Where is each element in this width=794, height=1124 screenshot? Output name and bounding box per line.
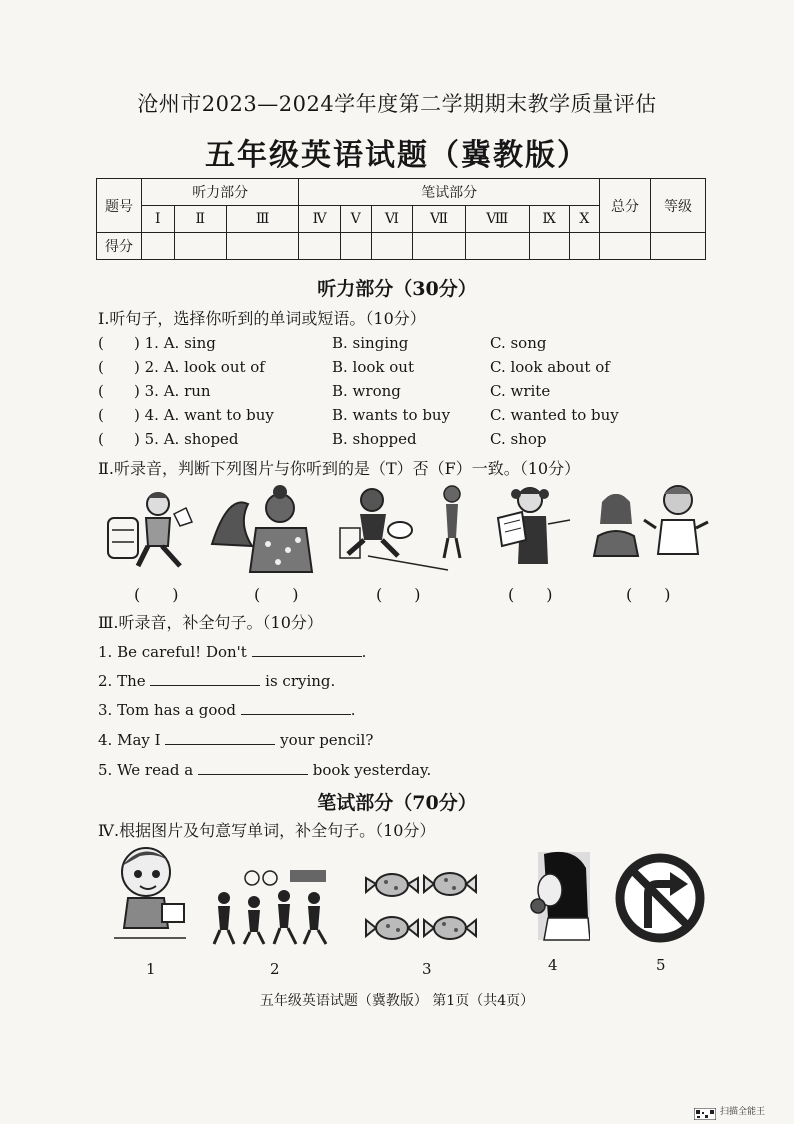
grandma-picture (208, 484, 318, 576)
q1-item (98, 382, 698, 404)
girl-eating-picture (518, 848, 590, 944)
grade-header: 等级 (651, 179, 706, 233)
q3-sentence: 3. Tom has a good . (98, 701, 356, 719)
option-a: ) 3. A. run (134, 382, 211, 400)
q2-heading: Ⅱ.听录音，判断下列图片与你听到的是（T）否（F）一致。（10分） (98, 459, 581, 478)
score-row-label: 得分 (97, 233, 142, 260)
option-b: B. wrong (332, 382, 401, 400)
q3-sentence: 2. The is crying. (98, 672, 336, 690)
fill-blank[interactable] (198, 760, 308, 775)
listening-group-header: 听力部分 (142, 179, 299, 206)
scanner-watermark: 扫描全能王 (720, 1107, 766, 1117)
q3-sentence: 5. We read a book yesterday. (98, 761, 432, 779)
score-cell[interactable] (413, 233, 466, 260)
boy-computer-picture (110, 842, 190, 946)
picture-number: 1 (146, 960, 156, 978)
q1-item (98, 358, 698, 380)
q3-sentence: 4. May I your pencil? (98, 731, 374, 749)
tf-answer-paren[interactable]: ( ) (376, 585, 421, 604)
tf-answer-paren[interactable]: ( ) (254, 585, 299, 604)
option-b: B. shopped (332, 430, 417, 448)
exam-title-line2: 五年级英语试题（冀教版） (205, 138, 589, 173)
kids-playing-picture (338, 484, 468, 576)
tf-answer-paren[interactable]: ( ) (134, 585, 179, 604)
question-number-label: 题号 (97, 179, 142, 233)
fill-blank[interactable] (165, 730, 275, 745)
score-cell[interactable] (569, 233, 599, 260)
answer-paren[interactable]: ( (98, 382, 104, 400)
page-footer: 五年级英语试题（冀教版） 第1页（共4页） (259, 993, 535, 1009)
exam-title-line1: 沧州市2023—2024学年度第二学期期末教学质量评估 (137, 92, 657, 116)
score-cell[interactable] (174, 233, 226, 260)
numeral-cell: Ⅱ (174, 206, 226, 233)
answer-paren[interactable]: ( (98, 334, 104, 352)
picture-number: 2 (270, 960, 280, 978)
option-c: C. song (490, 334, 547, 352)
answer-paren[interactable]: ( (98, 406, 104, 424)
numeral-cell: Ⅲ (226, 206, 298, 233)
picture-number: 3 (422, 960, 432, 978)
qr-code-icon (694, 1108, 716, 1120)
q1-item (98, 430, 698, 452)
fill-blank[interactable] (241, 700, 351, 715)
answer-paren[interactable]: ( (98, 430, 104, 448)
option-a: ) 5. A. shoped (134, 430, 239, 448)
numeral-cell: Ⅴ (340, 206, 371, 233)
score-cell[interactable] (529, 233, 569, 260)
option-b: B. wants to buy (332, 406, 451, 424)
option-a: ) 1. A. sing (134, 334, 216, 352)
fill-blank[interactable] (252, 642, 362, 657)
numeral-cell: Ⅸ (529, 206, 569, 233)
tf-answer-paren[interactable]: ( ) (508, 585, 553, 604)
numeral-cell: Ⅵ (371, 206, 413, 233)
q1-item (98, 334, 698, 356)
numeral-cell: Ⅷ (465, 206, 529, 233)
score-cell[interactable] (371, 233, 413, 260)
score-cell[interactable] (340, 233, 371, 260)
numeral-cell: Ⅶ (413, 206, 466, 233)
numeral-cell: Ⅳ (299, 206, 340, 233)
q1-heading: Ⅰ.听句子，选择你听到的单词或短语。（10分） (98, 309, 426, 328)
numeral-cell: Ⅰ (142, 206, 175, 233)
option-c: C. look about of (490, 358, 610, 376)
tf-answer-paren[interactable]: ( ) (626, 585, 671, 604)
option-c: C. write (490, 382, 551, 400)
written-section-title: 笔试部分（70分） (317, 792, 477, 814)
picture-number: 5 (656, 956, 666, 974)
q1-item (98, 406, 698, 428)
option-c: C. shop (490, 430, 547, 448)
total-header: 总分 (600, 179, 651, 233)
score-cell[interactable] (226, 233, 298, 260)
option-b: B. look out (332, 358, 414, 376)
picture-number: 4 (548, 956, 558, 974)
answer-paren[interactable]: ( (98, 358, 104, 376)
q3-sentence: 1. Be careful! Don't . (98, 643, 367, 661)
listening-section-title: 听力部分（30分） (317, 278, 477, 300)
children-talking-picture (590, 484, 710, 576)
girl-book-picture (492, 484, 572, 576)
q4-heading: Ⅳ.根据图片及句意写单词，补全句子。（10分） (98, 821, 436, 840)
candy-picture (362, 866, 480, 948)
numeral-cell: Ⅹ (569, 206, 599, 233)
people-walking-picture (208, 864, 338, 950)
score-cell[interactable] (142, 233, 175, 260)
option-c: C. wanted to buy (490, 406, 619, 424)
no-right-turn-sign-icon (614, 852, 706, 944)
q3-heading: Ⅲ.听录音，补全句子。（10分） (98, 613, 323, 632)
option-a: ) 4. A. want to buy (134, 406, 274, 424)
written-group-header: 笔试部分 (299, 179, 600, 206)
option-b: B. singing (332, 334, 409, 352)
total-score-cell[interactable] (600, 233, 651, 260)
score-table (96, 178, 706, 260)
option-a: ) 2. A. look out of (134, 358, 265, 376)
girl-reading-picture (102, 484, 200, 576)
score-cell[interactable] (299, 233, 340, 260)
score-cell[interactable] (465, 233, 529, 260)
fill-blank[interactable] (150, 671, 260, 686)
grade-cell[interactable] (651, 233, 706, 260)
